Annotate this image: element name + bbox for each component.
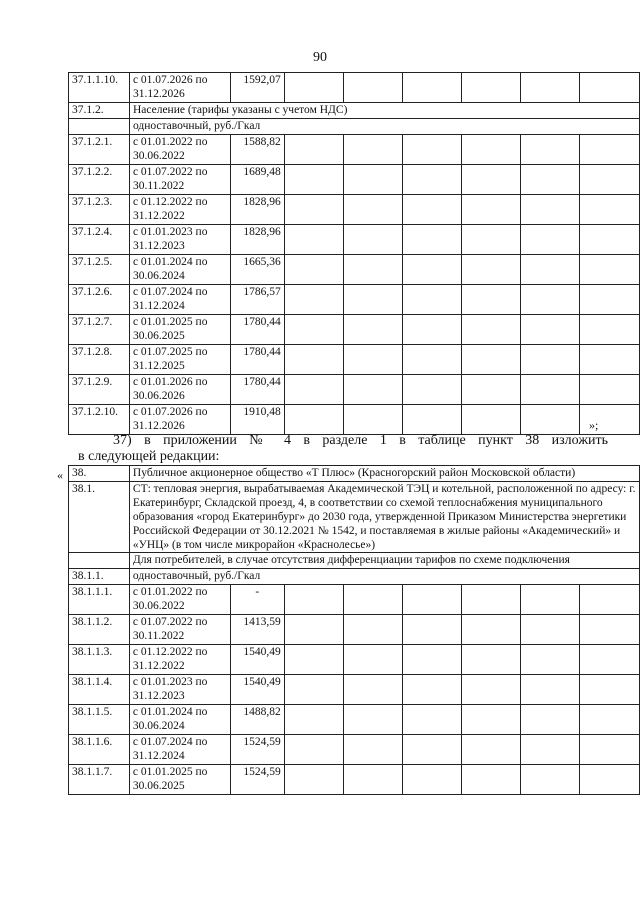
empty-cell (461, 615, 520, 645)
period-cell (129, 405, 230, 435)
empty-cell (580, 135, 640, 165)
tariff-row (69, 705, 640, 735)
period-to: 31.12.2023 (132, 690, 185, 702)
tariff-value: 1828,96 (230, 225, 284, 255)
empty-cell (284, 405, 344, 435)
empty-cell (520, 315, 580, 345)
tariff-value: 1910,48 (230, 405, 284, 435)
row-code: 37.1.1.10. (69, 73, 130, 103)
period-to: 30.11.2022 (132, 630, 185, 642)
empty-cell (284, 585, 344, 615)
amendment-text-line-2: в следующей редакции: (78, 449, 220, 464)
period-cell (129, 675, 230, 705)
section-text: одноставочный, руб./Гкал (129, 119, 639, 135)
period-to: 31.12.2024 (132, 750, 185, 762)
section-row (69, 569, 640, 585)
empty-cell (284, 705, 344, 735)
empty-cell (520, 675, 580, 705)
tariff-row (69, 315, 640, 345)
period-cell (129, 765, 230, 795)
closing-quote: »; (589, 418, 599, 432)
period-to: 31.12.2022 (132, 210, 185, 222)
period-to: 30.06.2026 (132, 390, 185, 402)
empty-cell (284, 315, 344, 345)
row-code: 37.1.2.1. (69, 135, 130, 165)
period-cell (129, 735, 230, 765)
tariff-row (69, 135, 640, 165)
tariff-table-38 (68, 465, 640, 795)
tariff-value: 1488,82 (230, 705, 284, 735)
row-code: 38.1.1.4. (69, 675, 130, 705)
empty-cell (520, 255, 580, 285)
period-cell (129, 255, 230, 285)
empty-cell (403, 255, 462, 285)
period-cell (129, 315, 230, 345)
empty-cell (284, 675, 344, 705)
row-code: 38.1.1.1. (69, 585, 130, 615)
empty-cell (344, 615, 403, 645)
tariff-row (69, 405, 640, 435)
empty-cell (344, 735, 403, 765)
empty-cell (344, 705, 403, 735)
empty-cell (461, 375, 520, 405)
period-from: с 01.01.2025 по (132, 766, 208, 778)
empty-cell (403, 225, 462, 255)
period-to: 30.06.2024 (132, 270, 185, 282)
period-cell (129, 345, 230, 375)
tariff-value: 1588,82 (230, 135, 284, 165)
empty-cell (403, 645, 462, 675)
empty-cell (284, 645, 344, 675)
section-text: Для потребителей, в случае отсутствия дифференциации тарифов по схеме подключения (129, 553, 639, 569)
period-to: 30.06.2024 (132, 720, 185, 732)
period-cell (129, 705, 230, 735)
tariff-value: 1540,49 (230, 675, 284, 705)
empty-cell (580, 615, 640, 645)
empty-cell (403, 765, 462, 795)
empty-cell (284, 375, 344, 405)
empty-cell (461, 705, 520, 735)
empty-cell (580, 765, 640, 795)
empty-cell (403, 585, 462, 615)
row-code: 37.1.2.2. (69, 165, 130, 195)
period-to: 30.11.2022 (132, 180, 185, 192)
section-text: Население (тарифы указаны с учетом НДС) (129, 103, 639, 119)
empty-cell (403, 405, 462, 435)
tariff-row (69, 675, 640, 705)
empty-cell (461, 255, 520, 285)
period-from: с 01.12.2022 по (132, 646, 208, 658)
period-from: с 01.12.2022 по (132, 196, 208, 208)
empty-cell (403, 705, 462, 735)
empty-cell (461, 225, 520, 255)
tariff-row (69, 345, 640, 375)
period-from: с 01.07.2025 по (132, 346, 208, 358)
row-code (69, 119, 130, 135)
opening-quote: « (57, 468, 63, 482)
empty-cell (520, 375, 580, 405)
empty-cell (461, 195, 520, 225)
empty-cell (461, 645, 520, 675)
empty-cell (580, 195, 640, 225)
empty-cell (344, 285, 403, 315)
row-code: 38.1.1.7. (69, 765, 130, 795)
row-code: 38. (69, 466, 130, 482)
period-from: с 01.01.2022 по (132, 586, 208, 598)
tariff-value: 1780,44 (230, 345, 284, 375)
empty-cell (403, 285, 462, 315)
empty-cell (403, 315, 462, 345)
tariff-row (69, 255, 640, 285)
tariff-row (69, 165, 640, 195)
row-code: 37.1.2.5. (69, 255, 130, 285)
empty-cell (403, 345, 462, 375)
period-cell (129, 585, 230, 615)
empty-cell (284, 255, 344, 285)
period-cell (129, 135, 230, 165)
empty-cell (520, 405, 580, 435)
empty-cell (344, 585, 403, 615)
row-code: 38.1.1. (69, 569, 130, 585)
amendment-paragraph (78, 433, 608, 465)
empty-cell (520, 225, 580, 255)
tariff-value: - (230, 585, 284, 615)
empty-cell (580, 735, 640, 765)
empty-cell (520, 705, 580, 735)
empty-cell (580, 585, 640, 615)
tariff-value: 1665,36 (230, 255, 284, 285)
row-code: 38.1. (69, 482, 130, 553)
empty-cell (403, 135, 462, 165)
period-from: с 01.01.2022 по (132, 136, 208, 148)
empty-cell (520, 645, 580, 675)
row-code: 37.1.2.10. (69, 405, 130, 435)
tariff-row (69, 375, 640, 405)
period-from: с 01.07.2022 по (132, 166, 208, 178)
empty-cell (344, 165, 403, 195)
empty-cell (580, 705, 640, 735)
tariff-value: 1592,07 (230, 73, 284, 103)
row-code: 37.1.2.8. (69, 345, 130, 375)
period-from: с 01.01.2024 по (132, 706, 208, 718)
period-cell (129, 195, 230, 225)
empty-cell (403, 735, 462, 765)
tariff-row (69, 195, 640, 225)
empty-cell (580, 315, 640, 345)
empty-cell (580, 675, 640, 705)
tariff-value: 1524,59 (230, 765, 284, 795)
empty-cell (344, 195, 403, 225)
empty-cell (403, 615, 462, 645)
row-code: 37.1.2.9. (69, 375, 130, 405)
section-text: Публичное акционерное общество «Т Плюс» (Красногорский район Московской области) (129, 466, 639, 482)
tariff-value: 1780,44 (230, 315, 284, 345)
empty-cell (520, 765, 580, 795)
tariff-value: 1828,96 (230, 195, 284, 225)
tariff-value: 1786,57 (230, 285, 284, 315)
empty-cell (344, 645, 403, 675)
empty-cell (461, 165, 520, 195)
tariff-row (69, 585, 640, 615)
empty-cell (284, 765, 344, 795)
empty-cell (403, 195, 462, 225)
tariff-value: 1413,59 (230, 615, 284, 645)
period-cell (129, 375, 230, 405)
empty-cell (344, 73, 403, 103)
empty-cell (461, 285, 520, 315)
empty-cell (580, 645, 640, 675)
period-cell (129, 285, 230, 315)
empty-cell (461, 315, 520, 345)
section-row (69, 103, 640, 119)
empty-cell (580, 165, 640, 195)
tariff-value: 1780,44 (230, 375, 284, 405)
period-from: с 01.07.2022 по (132, 616, 208, 628)
tariff-row (69, 765, 640, 795)
empty-cell (344, 255, 403, 285)
period-from: с 01.07.2026 по (132, 74, 208, 86)
period-to: 31.12.2026 (132, 88, 185, 100)
period-to: 30.06.2022 (132, 600, 185, 612)
empty-cell (344, 405, 403, 435)
period-to: 31.12.2022 (132, 660, 185, 672)
period-from: с 01.07.2024 по (132, 736, 208, 748)
empty-cell (344, 345, 403, 375)
empty-cell (461, 405, 520, 435)
row-code: 38.1.1.3. (69, 645, 130, 675)
tariff-row (69, 285, 640, 315)
empty-cell (461, 675, 520, 705)
empty-cell (461, 765, 520, 795)
period-from: с 01.01.2024 по (132, 256, 208, 268)
empty-cell (344, 765, 403, 795)
empty-cell (344, 315, 403, 345)
tariff-value: 1689,48 (230, 165, 284, 195)
section-row (69, 553, 640, 569)
empty-cell (580, 375, 640, 405)
amendment-text-line-1: 37) в приложении № 4 в разделе 1 в таблице пункт 38 изложить (113, 433, 608, 448)
empty-cell (403, 375, 462, 405)
empty-cell (461, 135, 520, 165)
section-text: одноставочный, руб./Гкал (129, 569, 639, 585)
empty-cell (284, 735, 344, 765)
section-row (69, 466, 640, 482)
tariff-value: 1524,59 (230, 735, 284, 765)
period-to: 31.12.2024 (132, 300, 185, 312)
period-cell (129, 225, 230, 255)
empty-cell (520, 735, 580, 765)
period-from: с 01.01.2023 по (132, 676, 208, 688)
empty-cell (344, 675, 403, 705)
row-code: 37.1.2.6. (69, 285, 130, 315)
period-from: с 01.01.2023 по (132, 226, 208, 238)
section-row (69, 119, 640, 135)
row-code (69, 553, 130, 569)
empty-cell (284, 345, 344, 375)
empty-cell (403, 675, 462, 705)
row-code: 38.1.1.2. (69, 615, 130, 645)
empty-cell (520, 585, 580, 615)
empty-cell (520, 345, 580, 375)
period-cell (129, 615, 230, 645)
period-to: 31.12.2023 (132, 240, 185, 252)
empty-cell (580, 255, 640, 285)
period-cell (129, 165, 230, 195)
period-from: с 01.07.2026 по (132, 406, 208, 418)
row-code: 37.1.2.3. (69, 195, 130, 225)
empty-cell (461, 735, 520, 765)
empty-cell (344, 135, 403, 165)
empty-cell (520, 165, 580, 195)
period-to: 30.06.2025 (132, 780, 185, 792)
period-from: с 01.01.2025 по (132, 316, 208, 328)
empty-cell (520, 195, 580, 225)
section-text: СТ: тепловая энергия, вырабатываемая Академической ТЭЦ и котельной, расположенной по адресу: г. Екатеринбург, Складской проезд, 4, в соответствии со схемой теплоснабжения муниципального образования «город Екатеринбург» до 2030 года, утвержденной Приказом Министерства энергетики Российской Федерации от 30.12.2021 № 1542, и поставляемая в жилые районы «Академический» и «УНЦ» (в том числе микрорайон «Краснолесье») (129, 482, 639, 553)
period-cell (129, 645, 230, 675)
period-from: с 01.07.2024 по (132, 286, 208, 298)
empty-cell (580, 225, 640, 255)
empty-cell (284, 195, 344, 225)
empty-cell (520, 285, 580, 315)
row-code: 38.1.1.5. (69, 705, 130, 735)
empty-cell (284, 225, 344, 255)
tariff-row (69, 735, 640, 765)
empty-cell (344, 225, 403, 255)
period-to: 30.06.2022 (132, 150, 185, 162)
empty-cell (284, 73, 344, 103)
period-to: 31.12.2026 (132, 420, 185, 432)
tariff-row (69, 225, 640, 255)
empty-cell (580, 285, 640, 315)
empty-cell (580, 73, 640, 103)
empty-cell (461, 585, 520, 615)
period-to: 31.12.2025 (132, 360, 185, 372)
empty-cell (520, 73, 580, 103)
empty-cell (284, 285, 344, 315)
period-cell (129, 73, 230, 103)
empty-cell (520, 135, 580, 165)
period-from: с 01.01.2026 по (132, 376, 208, 388)
empty-cell (461, 73, 520, 103)
row-code: 37.1.2.7. (69, 315, 130, 345)
empty-cell (284, 615, 344, 645)
page-number: 90 (313, 50, 327, 65)
tariff-table-37 (68, 72, 640, 435)
empty-cell (344, 375, 403, 405)
row-code: 38.1.1.6. (69, 735, 130, 765)
tariff-row (69, 615, 640, 645)
period-to: 30.06.2025 (132, 330, 185, 342)
empty-cell (580, 345, 640, 375)
tariff-value: 1540,49 (230, 645, 284, 675)
empty-cell (403, 73, 462, 103)
empty-cell (284, 165, 344, 195)
section-row (69, 482, 640, 553)
empty-cell (461, 345, 520, 375)
empty-cell (403, 165, 462, 195)
row-code: 37.1.2.4. (69, 225, 130, 255)
tariff-row (69, 645, 640, 675)
empty-cell (520, 615, 580, 645)
row-code: 37.1.2. (69, 103, 130, 119)
tariff-row (69, 73, 640, 103)
empty-cell (284, 135, 344, 165)
